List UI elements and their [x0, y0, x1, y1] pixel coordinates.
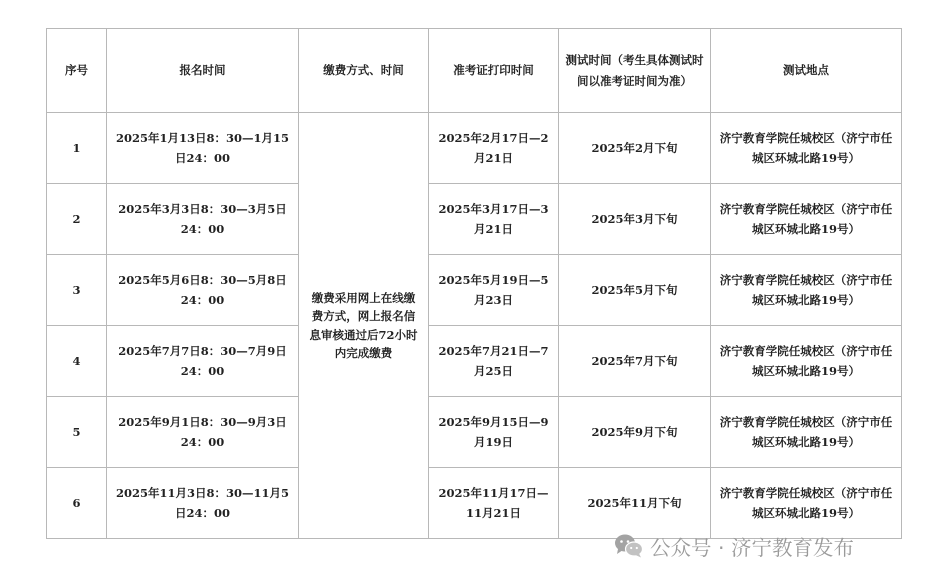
registration-time-cell: 2025年1月13日8：30—1月15日24：00 [107, 113, 299, 184]
row-number: 1 [47, 113, 107, 184]
watermark-text: 公众号 · 济宁教育发布 [650, 536, 855, 560]
registration-time-cell: 2025年3月3日8：30—3月5日24：00 [107, 184, 299, 255]
test-time-cell: 2025年7月下旬 [559, 326, 711, 397]
row-number: 3 [47, 255, 107, 326]
test-time-cell: 2025年5月下旬 [559, 255, 711, 326]
test-location-cell: 济宁教育学院任城校区（济宁市任城区环城北路19号） [711, 255, 902, 326]
table-row [47, 468, 902, 539]
test-location-cell: 济宁教育学院任城校区（济宁市任城区环城北路19号） [711, 184, 902, 255]
header-test-time: 测试时间（考生具体测试时间以准考证时间为准） [559, 29, 711, 113]
exam-schedule-table [46, 28, 902, 539]
test-time-cell: 2025年2月下旬 [559, 113, 711, 184]
table-header-row [47, 29, 902, 113]
header-ticket-print-time: 准考证打印时间 [429, 29, 559, 113]
ticket-print-cell: 2025年7月21日—7月25日 [429, 326, 559, 397]
table-row [47, 326, 902, 397]
table-row [47, 113, 902, 184]
header-test-location: 测试地点 [711, 29, 902, 113]
test-time-cell: 2025年11月下旬 [559, 468, 711, 539]
ticket-print-cell: 2025年3月17日—3月21日 [429, 184, 559, 255]
test-location-cell: 济宁教育学院任城校区（济宁市任城区环城北路19号） [711, 468, 902, 539]
row-number: 2 [47, 184, 107, 255]
row-number: 5 [47, 397, 107, 468]
registration-time-cell: 2025年9月1日8：30—9月3日24：00 [107, 397, 299, 468]
test-location-cell: 济宁教育学院任城校区（济宁市任城区环城北路19号） [711, 326, 902, 397]
table-row [47, 255, 902, 326]
ticket-print-cell: 2025年5月19日—5月23日 [429, 255, 559, 326]
registration-time-cell: 2025年11月3日8：30—11月5日24：00 [107, 468, 299, 539]
registration-time-cell: 2025年7月7日8：30—7月9日24：00 [107, 326, 299, 397]
ticket-print-cell: 2025年11月17日—11月21日 [429, 468, 559, 539]
header-serial-number: 序号 [47, 29, 107, 113]
wechat-icon [614, 533, 644, 559]
ticket-print-cell: 2025年2月17日—2月21日 [429, 113, 559, 184]
header-payment-method: 缴费方式、时间 [299, 29, 429, 113]
row-number: 4 [47, 326, 107, 397]
test-time-cell: 2025年3月下旬 [559, 184, 711, 255]
test-location-cell: 济宁教育学院任城校区（济宁市任城区环城北路19号） [711, 113, 902, 184]
registration-time-cell: 2025年5月6日8：30—5月8日24：00 [107, 255, 299, 326]
test-location-cell: 济宁教育学院任城校区（济宁市任城区环城北路19号） [711, 397, 902, 468]
table-row [47, 184, 902, 255]
header-registration-time: 报名时间 [107, 29, 299, 113]
payment-note-cell: 缴费采用网上在线缴费方式，网上报名信息审核通过后72小时内完成缴费 [299, 113, 429, 539]
row-number: 6 [47, 468, 107, 539]
ticket-print-cell: 2025年9月15日—9月19日 [429, 397, 559, 468]
table-row [47, 397, 902, 468]
wechat-watermark [614, 531, 854, 561]
test-time-cell: 2025年9月下旬 [559, 397, 711, 468]
